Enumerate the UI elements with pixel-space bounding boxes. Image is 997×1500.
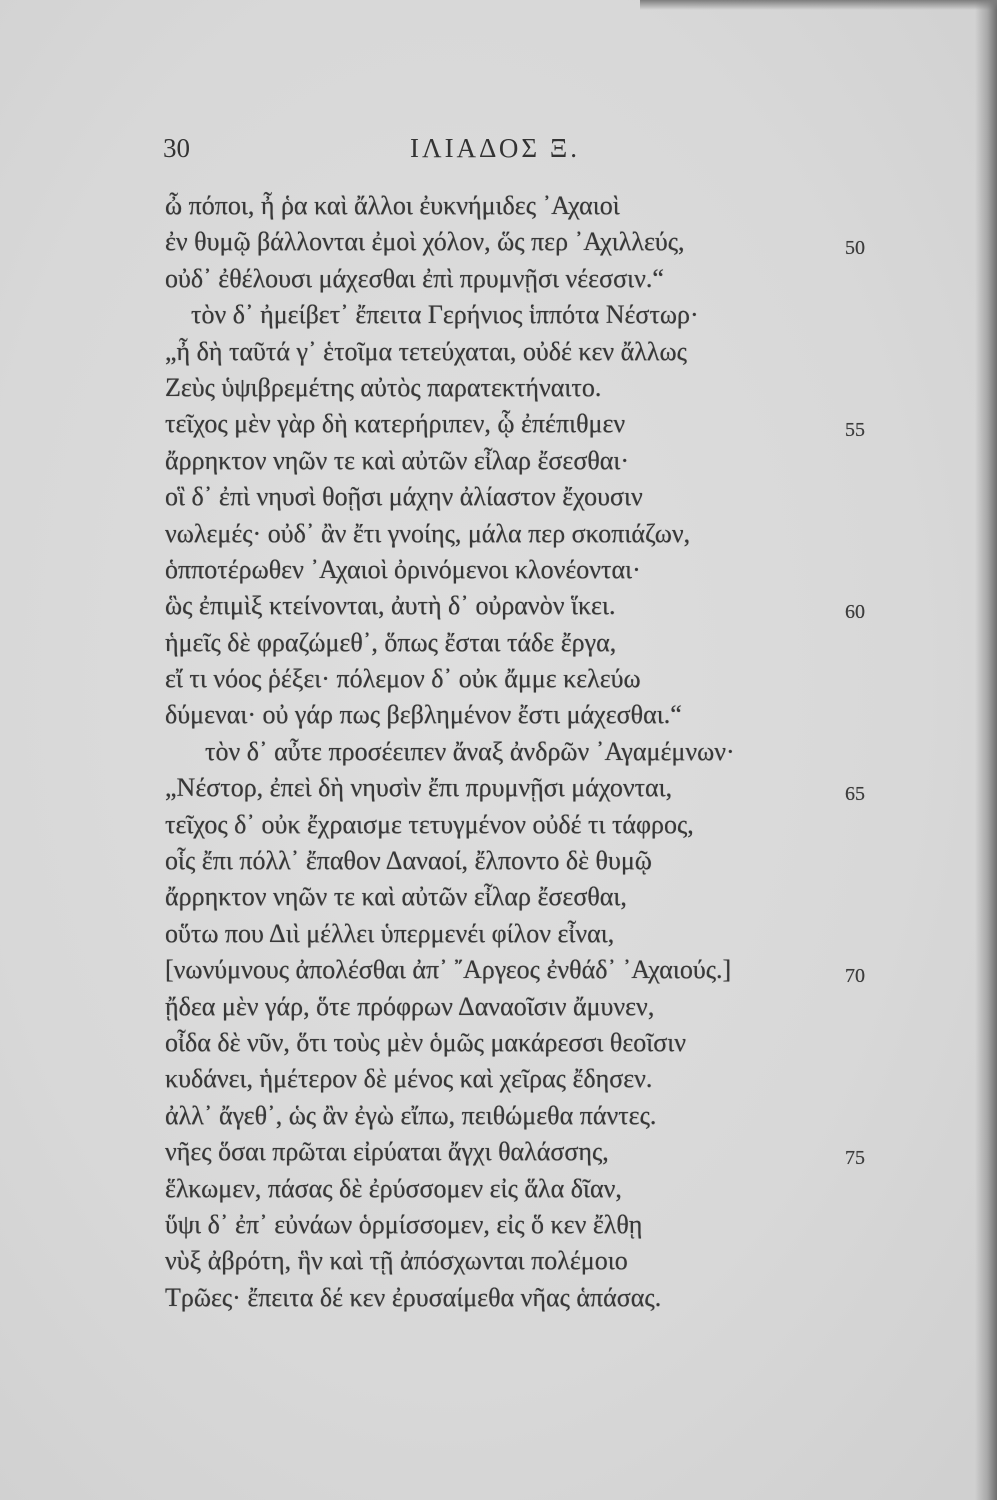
verse-text: κυδάνει, ἡμέτερον δὲ μένος καὶ χεῖρας ἔδησεν. [165, 1064, 653, 1094]
verse-line [165, 916, 905, 952]
verse-text: ἡμεῖς δὲ φραζώμεθ᾿, ὅπως ἔσται τάδε ἔργα, [165, 627, 617, 657]
verse-line [165, 443, 905, 479]
verse-text: δύμεναι· οὐ γάρ πως βεβλημένον ἔστι μάχεσθαι.“ [165, 700, 682, 730]
verse-line [165, 1171, 905, 1207]
verse-line [165, 1061, 905, 1097]
verse-text: ἕλκωμεν, πάσας δὲ ἐρύσσομεν εἰς ἅλα δῖαν, [165, 1173, 622, 1203]
verse-line [165, 1025, 905, 1061]
verse-line [165, 697, 905, 733]
verse-text: ὦ πόποι, ἦ ῥα καὶ ἄλλοι ἐυκνήμιδες ᾿Αχαιοὶ [165, 191, 620, 220]
verse-line [165, 661, 905, 697]
line-number: 50 [845, 237, 865, 260]
verse-text: ᾔδεα μὲν γάρ, ὅτε πρόφρων Δαναοῖσιν ἄμυνεν, [165, 991, 655, 1021]
verse-line [165, 1134, 905, 1170]
line-number: 55 [845, 419, 865, 442]
verse-text: νωλεμές· οὐδ᾿ ἂν ἔτι γνοίης, μάλα περ σκοπιάζων, [165, 518, 691, 548]
line-number: 70 [845, 965, 865, 988]
verse-text: οὕτω που Διὶ μέλλει ὑπερμενέι φίλον εἶναι, [165, 918, 615, 948]
verse-line [165, 261, 905, 297]
verse-line [165, 625, 905, 661]
verse-text: νὺξ ἀβρότη, ἣν καὶ τῇ ἀπόσχωνται πολέμοιο [165, 1246, 628, 1276]
verse-line [165, 552, 905, 588]
verse-line [165, 843, 905, 879]
verse-text: Τρῶες· ἔπειτα δέ κεν ἐρυσαίμεθα νῆας ἁπάσας. [165, 1282, 662, 1312]
running-title: ΙΛΙΑΔΟΣ Ξ. [410, 133, 581, 163]
verse-text: ἄρρηκτον νηῶν τε καὶ αὐτῶν εἶλαρ ἔσεσθαι, [165, 882, 627, 912]
line-number: 75 [845, 1147, 865, 1170]
verse-line [165, 879, 905, 915]
verse-line [165, 1207, 905, 1243]
verse-text: „ἦ δὴ ταῦτά γ᾿ ἑτοῖμα τετεύχαται, οὐδέ κεν ἄλλως [165, 336, 687, 366]
verse-text: τὸν δ᾿ αὖτε προσέειπεν ἄναξ ἀνδρῶν ᾿Αγαμέμνων· [205, 736, 735, 766]
verse-text: τεῖχος δ᾿ οὐκ ἔχραισμε τετυγμένον οὐδέ τι τάφρος, [165, 809, 694, 839]
verse-line [165, 479, 905, 515]
verse-block [165, 188, 905, 1316]
page-number: 30 [163, 133, 190, 163]
verse-text: νῆες ὅσαι πρῶται εἰρύαται ἄγχι θαλάσσης, [165, 1137, 609, 1167]
verse-text: [νωνύμνους ἀπολέσθαι ἀπ᾿ ῎Αργεος ἐνθάδ᾿ ᾿Αχαιούς.] [165, 955, 732, 985]
verse-text: τὸν δ᾿ ἠμείβετ᾿ ἔπειτα Γερήνιος ἱππότα Νέστωρ· [191, 300, 699, 330]
verse-text: ἄρρηκτον νηῶν τε καὶ αὐτῶν εἶλαρ ἔσεσθαι· [165, 445, 630, 475]
verse-line [165, 516, 905, 552]
verse-line [165, 989, 905, 1025]
verse-text: οἷς ἔπι πόλλ᾿ ἔπαθον Δαναοί, ἔλποντο δὲ θυμῷ [165, 846, 652, 876]
verse-line [165, 1243, 905, 1279]
verse-line [165, 734, 905, 770]
verse-line [165, 334, 905, 370]
verse-text: ὣς ἐπιμὶξ κτείνονται, ἀυτὴ δ᾿ οὐρανὸν ἵκει. [165, 591, 616, 621]
verse-text: Ζεὺς ὑψιβρεμέτης αὐτὸς παρατεκτήναιτο. [165, 372, 602, 402]
verse-text: ἀλλ᾿ ἄγεθ᾿, ὡς ἂν ἐγὼ εἴπω, πειθώμεθα πάντες. [165, 1100, 657, 1130]
verse-line [165, 224, 905, 260]
verse-line [165, 297, 905, 333]
verse-text: οἳ δ᾿ ἐπὶ νηυσὶ θοῇσι μάχην ἀλίαστον ἔχουσιν [165, 482, 643, 512]
verse-line [165, 807, 905, 843]
verse-text: οὐδ᾿ ἐθέλουσι μάχεσθαι ἐπὶ πρυμνῇσι νέεσσιν.“ [165, 263, 664, 293]
verse-line [165, 406, 905, 442]
verse-text: „Νέστορ, ἐπεὶ δὴ νηυσὶν ἔπι πρυμνῇσι μάχονται, [165, 773, 673, 803]
verse-text: ἐν θυμῷ βάλλονται ἐμοὶ χόλον, ὥς περ ᾿Αχιλλεύς, [165, 227, 685, 257]
verse-line [165, 1280, 905, 1316]
verse-line [165, 588, 905, 624]
verse-line [165, 770, 905, 806]
line-number: 60 [845, 601, 865, 624]
verse-line [165, 188, 905, 224]
line-number: 65 [845, 783, 865, 806]
verse-text: τεῖχος μὲν γὰρ δὴ κατερήριπεν, ᾧ ἐπέπιθμεν [165, 409, 626, 439]
verse-text: ὕψι δ᾿ ἐπ᾿ εὐνάων ὁρμίσσομεν, εἰς ὅ κεν ἔλθῃ [165, 1209, 643, 1239]
verse-text: εἴ τι νόος ῥέξει· πόλεμον δ᾿ οὐκ ἄμμε κελεύω [165, 664, 641, 694]
page-header [0, 128, 997, 168]
verse-text: οἶδα δὲ νῦν, ὅτι τοὺς μὲν ὁμῶς μακάρεσσι θεοῖσιν [165, 1027, 687, 1057]
scan-edge-top [640, 0, 997, 10]
verse-line [165, 952, 905, 988]
verse-text: ὁπποτέρωθεν ᾿Αχαιοὶ ὀρινόμενοι κλονέονται· [165, 554, 641, 584]
scan-edge-right [975, 0, 997, 1500]
verse-line [165, 370, 905, 406]
verse-line [165, 1098, 905, 1134]
